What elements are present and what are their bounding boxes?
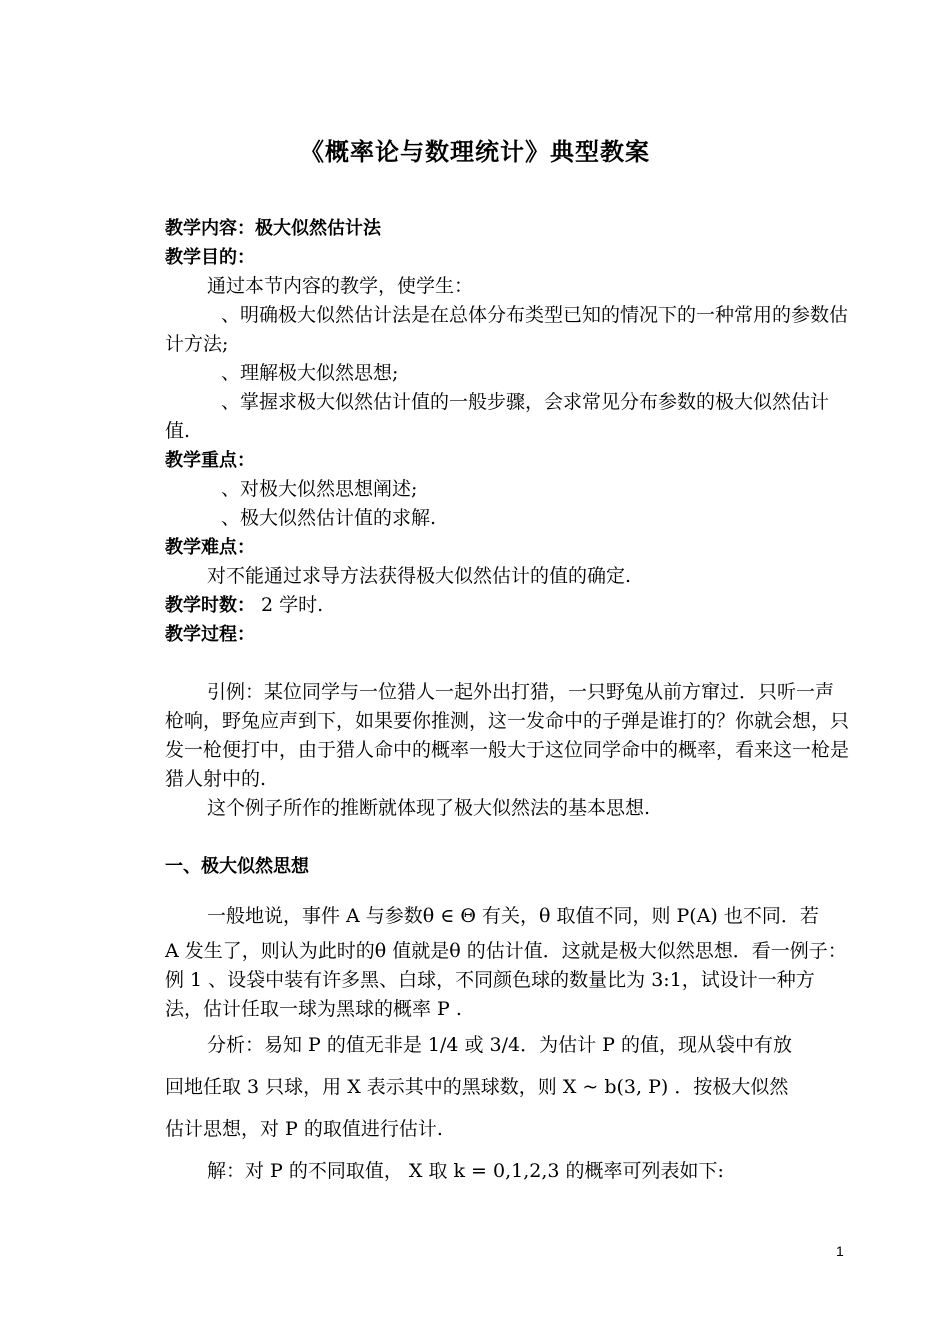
teaching-content-label: 教学内容：极大似然估计法: [165, 218, 381, 239]
key-point-1: 、对极大似然思想阐述;: [221, 478, 418, 500]
section-1-title: 一、极大似然思想: [165, 856, 309, 877]
document-body: [165, 214, 850, 1192]
teaching-process-label: 教学过程：: [165, 624, 255, 645]
spacer: [165, 881, 850, 895]
objective-item-1: 、明确极大似然估计法是在总体分布类型已知的情况下的一种常用的参数估计方法;: [165, 304, 849, 355]
objective-item-3: 、掌握求极大似然估计值的一般步骤，会求常见分布参数的极大似然估计值.: [165, 391, 830, 442]
difficulty-label: 教学难点：: [165, 537, 255, 558]
spacer: [165, 649, 850, 678]
paragraph-2-line-1: 分析：易知 P 的值无非是 1/4 或 3/4．为估计 P 的值，现从袋中有放: [207, 1034, 793, 1056]
intro-summary: 这个例子所作的推断就体现了极大似然法的基本思想.: [207, 797, 651, 819]
teaching-hours-label: 教学时数：: [165, 595, 255, 616]
teaching-objective-label: 教学目的：: [165, 247, 255, 268]
teaching-hours-value: 2 学时.: [255, 594, 324, 616]
objective-item-2: 、理解极大似然思想;: [221, 362, 399, 384]
objective-intro: 通过本节内容的教学，使学生：: [207, 275, 474, 297]
document-title: 《概率论与数理统计》典型教案: [300, 138, 650, 166]
spacer: [165, 823, 850, 852]
paragraph-1-line-2: A 发生了，则认为此时的θ 值就是θ 的估计值．这就是极大似然思想．看一例子：例 1 、设袋中装有许多黑、白球，不同颜色球的数量比为 3:1，试设计一种方法，估计任取一球为黑球的概率 P .: [165, 940, 847, 1020]
paragraph-3: 解：对 P 的不同取值， X 取 k = 0,1,2,3 的概率可列表如下:: [207, 1160, 724, 1182]
paragraph-1-line-1: 一般地说，事件 A 与参数θ ∈ Θ 有关，θ 取值不同，则 P(A) 也不同．若: [207, 905, 819, 927]
difficulty-text: 对不能通过求导方法获得极大似然估计的值的确定.: [207, 565, 632, 587]
page-number: 1: [836, 1243, 844, 1259]
paragraph-2-line-2: 回地任取 3 只球，用 X 表示其中的黑球数，则 X ~ b(3, P) ．按极大似然: [165, 1076, 789, 1098]
intro-example: 引例：某位同学与一位猎人一起外出打猎，一只野兔从前方窜过．只听一声枪响，野兔应声到下，如果要你推测，这一发命中的子弹是谁打的？你就会想，只发一枪便打中，由于猎人命中的概率一般大于这位同学命中的概率，看来这一枪是猎人射中的.: [165, 681, 850, 790]
key-point-2: 、极大似然估计值的求解.: [221, 507, 437, 529]
paragraph-2-line-3: 估计思想，对 P 的取值进行估计.: [165, 1118, 443, 1140]
key-points-label: 教学重点：: [165, 450, 255, 471]
